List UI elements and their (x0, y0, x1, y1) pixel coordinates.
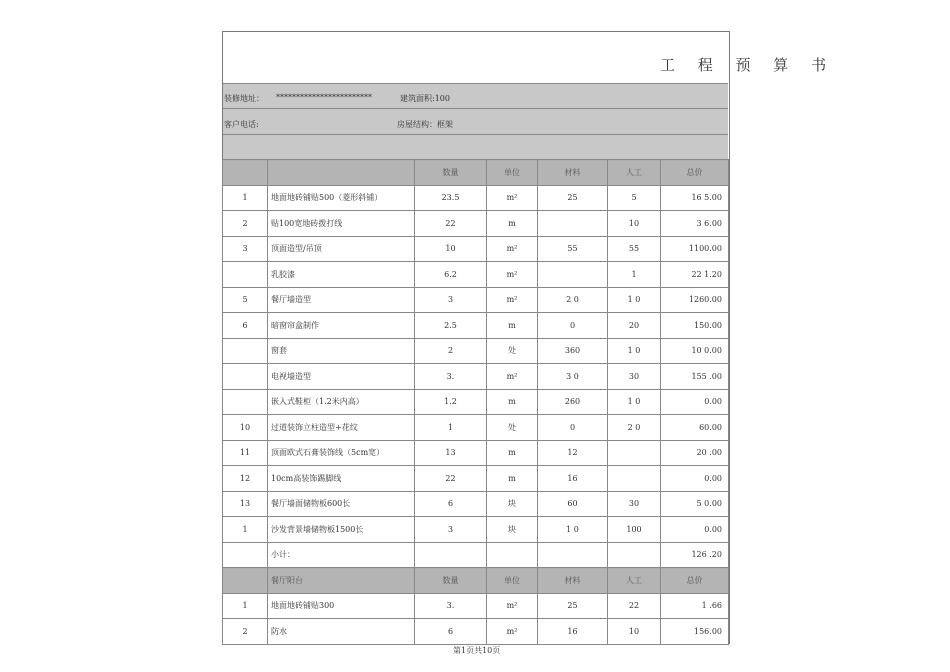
table-row (223, 389, 729, 415)
table-cell: 10 (415, 236, 487, 262)
table-cell: 12 (223, 466, 268, 492)
table-cell: 3 (415, 287, 487, 313)
table-cell: 156.00 (661, 619, 729, 645)
phone-label: 客户电话: (224, 120, 259, 129)
table-cell: m (487, 389, 538, 415)
table-cell: 贴100宽地砖拨打线 (268, 211, 415, 237)
table-cell: 块 (487, 491, 538, 517)
table-cell: 3 6.00 (661, 211, 729, 237)
table-cell: 处 (487, 338, 538, 364)
table-cell: 60.00 (661, 415, 729, 441)
table-cell: 0.00 (661, 389, 729, 415)
table-cell: 22 (415, 211, 487, 237)
table-cell: 1 (608, 262, 661, 288)
table-cell: 1260.00 (661, 287, 729, 313)
info-band-phone (223, 108, 728, 135)
table-cell: m² (487, 185, 538, 211)
table-cell: 乳胶漆 (268, 262, 415, 288)
table-cell: 块 (487, 517, 538, 543)
table-cell: 55 (538, 236, 608, 262)
table-cell: 6 (223, 313, 268, 339)
table-cell: 2 (223, 211, 268, 237)
table-cell: 25 (538, 593, 608, 619)
table-cell: m (487, 466, 538, 492)
table-cell: 13 (415, 440, 487, 466)
header-cell (223, 160, 268, 186)
table-cell: 155 .00 (661, 364, 729, 390)
table-cell: 16 5.00 (661, 185, 729, 211)
table-cell: 过道装饰立柱造型+花纹 (268, 415, 415, 441)
table-cell: 窗套 (268, 338, 415, 364)
table-cell (223, 389, 268, 415)
table-cell: m (487, 211, 538, 237)
budget-table (222, 159, 729, 645)
table-cell: 餐厅墙面储物板600长 (268, 491, 415, 517)
table-cell: 22 (608, 593, 661, 619)
table-cell: 6 (415, 619, 487, 645)
table-cell: 0.00 (661, 517, 729, 543)
table-cell: 2 (415, 338, 487, 364)
table-row (223, 338, 729, 364)
table-cell: 150.00 (661, 313, 729, 339)
table-cell: 1 (223, 517, 268, 543)
table-cell: 地面地砖铺贴500（菱形斜铺） (268, 185, 415, 211)
header-cell: 人工 (608, 160, 661, 186)
table-row (223, 542, 729, 568)
table-cell: 55 (608, 236, 661, 262)
table-cell: 1 0 (538, 517, 608, 543)
table-cell: 餐厅墙造型 (268, 287, 415, 313)
table-cell: 电视墙造型 (268, 364, 415, 390)
table-cell: m² (487, 364, 538, 390)
table-cell: 1 0 (608, 389, 661, 415)
header-cell: 材料 (538, 568, 608, 594)
table-cell: 20 .00 (661, 440, 729, 466)
table-row (223, 262, 729, 288)
table-cell: 嵌入式鞋柜（1.2米内高） (268, 389, 415, 415)
header-cell (223, 568, 268, 594)
table-cell (415, 542, 487, 568)
table-cell (538, 542, 608, 568)
table-row (223, 415, 729, 441)
table-row (223, 466, 729, 492)
table-cell: 16 (538, 466, 608, 492)
table-row (223, 517, 729, 543)
table-row (223, 287, 729, 313)
table-cell: 25 (538, 185, 608, 211)
table-cell: 20 (608, 313, 661, 339)
table-cell: m (487, 440, 538, 466)
table-cell: m² (487, 262, 538, 288)
table-cell: 2 0 (608, 415, 661, 441)
header-cell: 人工 (608, 568, 661, 594)
table-cell: 0 (538, 415, 608, 441)
table-cell (223, 542, 268, 568)
table-cell: 0 (538, 313, 608, 339)
structure-label: 房屋结构：框架 (397, 120, 453, 129)
table-cell: 11 (223, 440, 268, 466)
table-cell: 22 1.20 (661, 262, 729, 288)
table-cell: 1 (223, 185, 268, 211)
table-cell: 6 (415, 491, 487, 517)
header-cell: 餐厅阳台 (268, 568, 415, 594)
table-cell: 10cm高装饰踢脚线 (268, 466, 415, 492)
table-cell: 2.5 (415, 313, 487, 339)
table-cell: 1 .66 (661, 593, 729, 619)
table-row (223, 619, 729, 645)
table-cell (608, 542, 661, 568)
table-row (223, 364, 729, 390)
header-cell: 单位 (487, 568, 538, 594)
table-cell: 260 (538, 389, 608, 415)
budget-table-body (223, 160, 729, 645)
table-cell: 防水 (268, 619, 415, 645)
header-cell (268, 160, 415, 186)
table-row (223, 313, 729, 339)
header-cell: 数量 (415, 568, 487, 594)
table-cell: 3. (415, 593, 487, 619)
table-cell: 5 (223, 287, 268, 313)
table-cell (538, 262, 608, 288)
table-row (223, 593, 729, 619)
table-cell: 1100.00 (661, 236, 729, 262)
table-cell: 22 (415, 466, 487, 492)
document-title: 工 程 预 算 书 (660, 56, 836, 74)
table-header-row (223, 160, 729, 186)
info-band-empty (223, 134, 728, 160)
table-cell: 3 (223, 236, 268, 262)
table-cell: 13 (223, 491, 268, 517)
table-cell: 1 (223, 593, 268, 619)
table-cell: 23.5 (415, 185, 487, 211)
table-row (223, 236, 729, 262)
table-row (223, 440, 729, 466)
table-cell: 0.00 (661, 466, 729, 492)
table-cell: 10 (608, 211, 661, 237)
table-cell: 1 0 (608, 338, 661, 364)
table-cell: 小计： (268, 542, 415, 568)
table-cell: m² (487, 236, 538, 262)
table-cell: 3. (415, 364, 487, 390)
table-cell: 360 (538, 338, 608, 364)
table-cell: 3 0 (538, 364, 608, 390)
table-cell: m² (487, 287, 538, 313)
page-footer: 第1页共10页 (453, 646, 501, 655)
table-cell: 10 (608, 619, 661, 645)
area-label: 建筑面积:100 (400, 94, 450, 103)
table-cell: 30 (608, 364, 661, 390)
table-row (223, 491, 729, 517)
table-cell: m (487, 313, 538, 339)
address-value: ************************ (276, 93, 372, 102)
table-cell (538, 211, 608, 237)
table-cell: 暗窗帘盒制作 (268, 313, 415, 339)
table-cell: 16 (538, 619, 608, 645)
table-cell: 处 (487, 415, 538, 441)
table-cell: 12 (538, 440, 608, 466)
table-cell (487, 542, 538, 568)
table-row (223, 185, 729, 211)
table-cell: 5 (608, 185, 661, 211)
table-cell (608, 440, 661, 466)
table-header-row (223, 568, 729, 594)
table-cell: 100 (608, 517, 661, 543)
table-cell: 60 (538, 491, 608, 517)
header-cell: 单位 (487, 160, 538, 186)
table-cell: 顶面造型/吊顶 (268, 236, 415, 262)
table-cell (608, 466, 661, 492)
header-cell: 材料 (538, 160, 608, 186)
header-cell: 数量 (415, 160, 487, 186)
table-cell: 5 0.00 (661, 491, 729, 517)
table-cell: 10 (223, 415, 268, 441)
table-cell: 顶面欧式石膏装饰线（5cm宽） (268, 440, 415, 466)
info-band-address (223, 83, 728, 109)
table-cell: 1 (415, 415, 487, 441)
table-row (223, 211, 729, 237)
table-cell: 沙发背景墙储物板1500长 (268, 517, 415, 543)
header-cell: 总价 (661, 568, 729, 594)
header-cell: 总价 (661, 160, 729, 186)
table-cell: m² (487, 619, 538, 645)
table-cell: 1.2 (415, 389, 487, 415)
table-cell: 地面地砖铺贴300 (268, 593, 415, 619)
address-label: 装修地址： (224, 94, 264, 103)
table-cell: 2 0 (538, 287, 608, 313)
table-cell: 126 .20 (661, 542, 729, 568)
table-cell (223, 262, 268, 288)
table-cell: 10 0.00 (661, 338, 729, 364)
table-cell (223, 338, 268, 364)
table-cell (223, 364, 268, 390)
table-cell: 3 (415, 517, 487, 543)
table-cell: 2 (223, 619, 268, 645)
table-cell: m² (487, 593, 538, 619)
table-cell: 30 (608, 491, 661, 517)
table-cell: 6.2 (415, 262, 487, 288)
table-cell: 1 0 (608, 287, 661, 313)
